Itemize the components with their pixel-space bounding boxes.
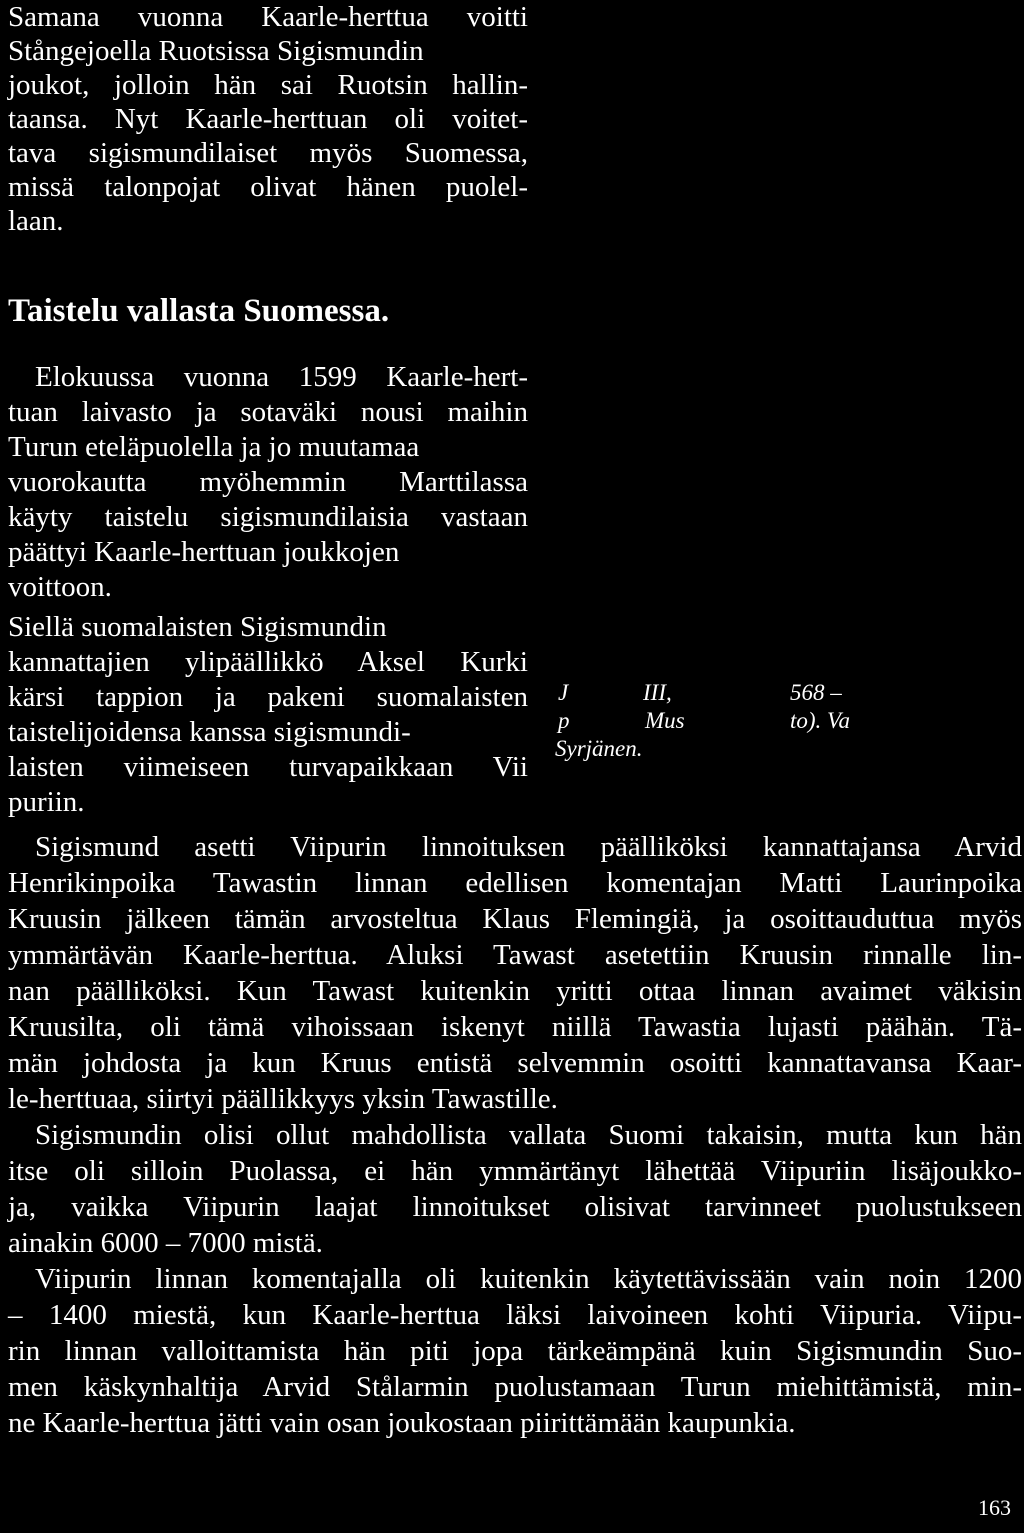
text-line: joukot, jolloin hän sai Ruotsin hallin- — [8, 69, 528, 101]
text-line: kannattajien ylipäällikkö Aksel Kurki — [8, 646, 528, 678]
text-line: ainakin 6000 – 7000 mistä. — [8, 1227, 323, 1259]
text-line: nan päälliköksi. Kun Tawast kuitenkin yritti ottaa linnan avaimet väkisin — [8, 975, 1022, 1007]
text-line: käyty taistelu sigismundilaisia vastaan — [8, 501, 528, 533]
text-line: laan. — [8, 205, 64, 237]
text-line: laisten viimeiseen turvapaikkaan Vii — [8, 751, 528, 783]
text-line: kärsi tappion ja pakeni suomalaisten — [8, 681, 528, 713]
text-line: päättyi Kaarle-herttuan joukkojen — [8, 536, 400, 568]
text-line: men käskynhaltija Arvid Stålarmin puolustamaan Turun miehittämistä, min- — [8, 1371, 1022, 1403]
text-line: Stångejoella Ruotsissa Sigismundin — [8, 35, 424, 67]
caption-fragment: to). Va — [790, 708, 851, 733]
text-line: vuorokautta myöhemmin Marttilassa — [8, 466, 528, 498]
text-line: itse oli silloin Puolassa, ei hän ymmärtänyt lähettää Viipuriin lisäjoukko- — [8, 1155, 1022, 1187]
caption-fragment: III, — [643, 680, 672, 705]
text-line: Elokuussa vuonna 1599 Kaarle-hert- — [35, 361, 528, 393]
caption-fragment: J — [558, 680, 569, 705]
text-line: Siellä suomalaisten Sigismundin — [8, 611, 387, 643]
text-line: puriin. — [8, 786, 85, 818]
text-line: tuan laivasto ja sotaväki nousi maihin — [8, 396, 528, 428]
page-number: 163 — [978, 1495, 1011, 1520]
text-line: Turun eteläpuolella ja jo muutamaa — [8, 431, 420, 463]
text-line: Sigismundin olisi ollut mahdollista vallata Suomi takaisin, mutta kun hän — [35, 1119, 1022, 1151]
text-line: män johdosta ja kun Kruus entistä selvemmin osoitti kannattavansa Kaar- — [8, 1047, 1022, 1079]
text-line: missä talonpojat olivat hänen puolel- — [8, 171, 528, 203]
text-line: le-herttuaa, siirtyi päällikkyys yksin Tawastille. — [8, 1083, 558, 1115]
text-line: voittoon. — [8, 571, 112, 603]
text-line: Kruusilta, oli tämä vihoissaan iskenyt niillä Tawastia lujasti päähän. Tä- — [8, 1011, 1022, 1043]
caption-fragment: Syrjänen. — [555, 736, 643, 761]
text-line: Henrikinpoika Tawastin linnan edellisen komentajan Matti Laurinpoika — [8, 867, 1022, 899]
section-heading: Taistelu vallasta Suomessa. — [8, 293, 390, 329]
text-line: tava sigismundilaiset myös Suomessa, — [8, 137, 528, 169]
caption-fragment: 568 – — [790, 680, 842, 705]
text-line: Samana vuonna Kaarle-herttua voitti — [8, 1, 528, 33]
text-line: Viipurin linnan komentajalla oli kuitenkin käytettävissään vain noin 1200 — [35, 1263, 1022, 1295]
text-line: ja, vaikka Viipurin laajat linnoitukset olisivat tarvinneet puolustukseen — [8, 1191, 1022, 1223]
caption-fragment: p — [558, 708, 570, 733]
text-line: taansa. Nyt Kaarle-herttuan oli voitet- — [8, 103, 528, 135]
text-line: Kruusin jälkeen tämän arvosteltua Klaus Flemingiä, ja osoittauduttua myös — [8, 903, 1022, 935]
text-line: rin linnan valloittamista hän piti jopa tärkeämpänä kuin Sigismundin Suo- — [8, 1335, 1022, 1367]
text-line: taistelijoidensa kanssa sigismundi- — [8, 716, 411, 748]
text-line: – 1400 miestä, kun Kaarle-herttua läksi laivoineen kohti Viipuria. Viipu- — [8, 1299, 1022, 1331]
text-line: ymmärtävän Kaarle-herttua. Aluksi Tawast asetettiin Kruusin rinnalle lin- — [8, 939, 1022, 971]
text-line: Sigismund asetti Viipurin linnoituksen päälliköksi kannattajansa Arvid — [35, 831, 1022, 863]
caption-fragment: Mus — [645, 708, 685, 733]
text-line: ne Kaarle-herttua jätti vain osan joukostaan piirittämään kaupunkia. — [8, 1407, 796, 1439]
